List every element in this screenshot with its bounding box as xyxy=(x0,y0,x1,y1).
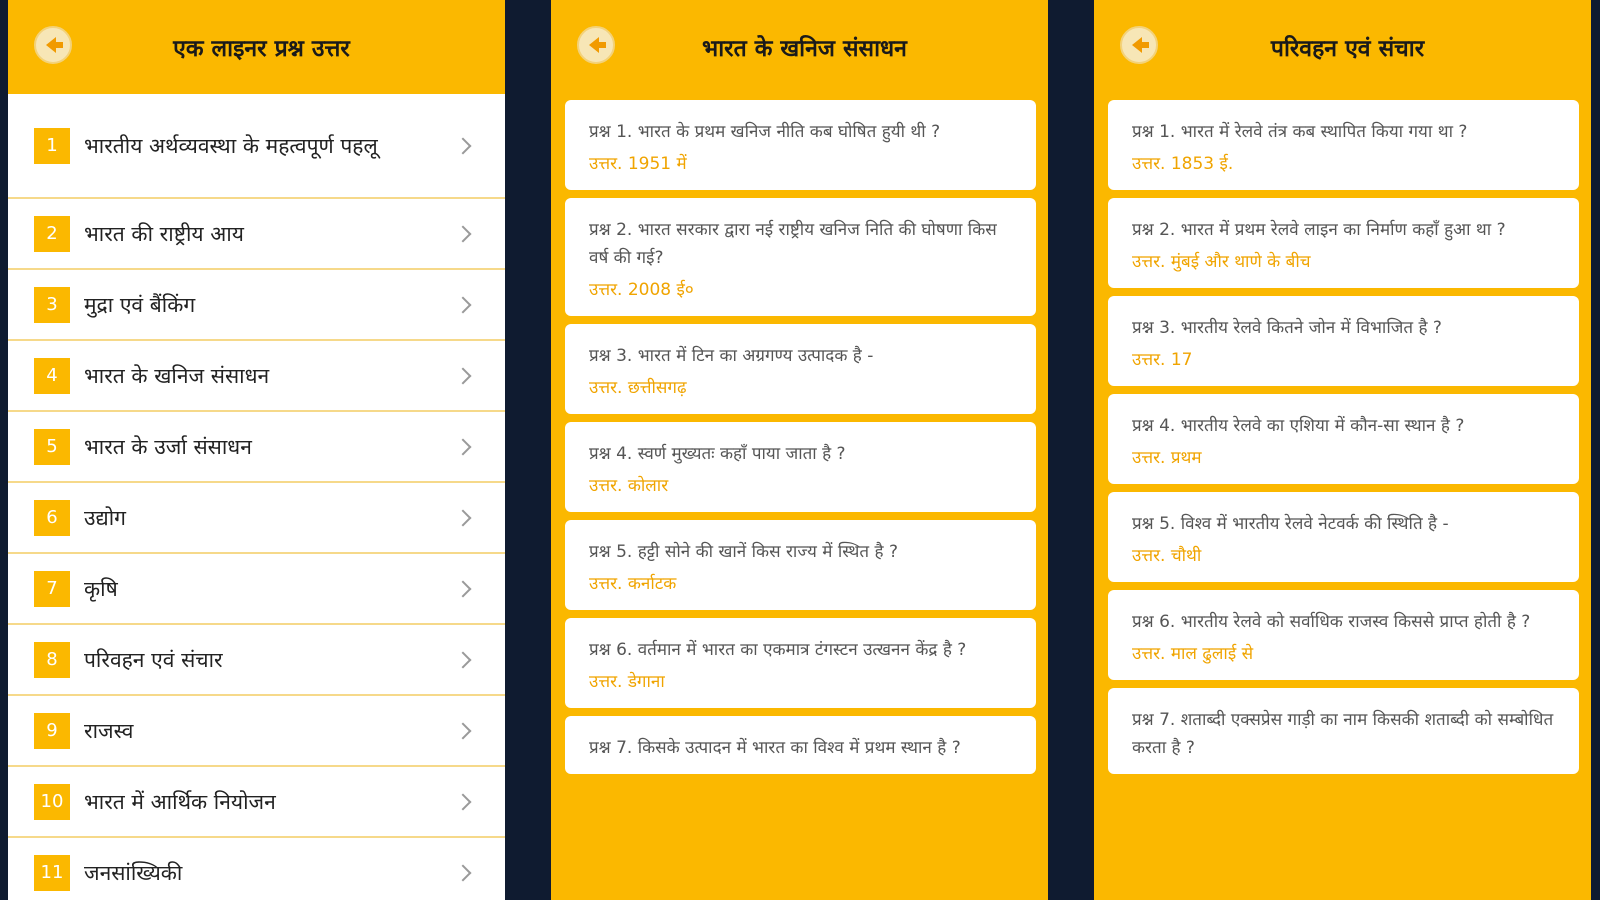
chevron-right-icon xyxy=(455,367,472,384)
chevron-right-icon xyxy=(455,651,472,668)
answer-text: उत्तर. 2008 ई० xyxy=(589,280,694,300)
list-item[interactable] xyxy=(8,696,505,767)
question-text: प्रश्न 6. वर्तमान में भारत का एकमात्र टंगस्टन उत्खनन केंद्र है ? xyxy=(589,640,967,660)
item-number-badge: 8 xyxy=(34,642,70,678)
app-bar xyxy=(551,0,1048,94)
question-text: प्रश्न 7. किसके उत्पादन में भारत का विश्व में प्रथम स्थान है ? xyxy=(589,738,961,758)
back-arrow-icon xyxy=(1132,37,1142,53)
answer-text: उत्तर. 17 xyxy=(1132,350,1193,370)
question-text: प्रश्न 7. शताब्दी एक्सप्रेस गाड़ी का नाम किसकी शताब्दी को सम्बोधित करता है ? xyxy=(1132,710,1554,758)
page-title: परिवहन एवं संचार xyxy=(1270,36,1425,62)
item-label: कृषि xyxy=(84,576,118,601)
qa-card xyxy=(565,198,1036,316)
chevron-right-icon xyxy=(455,722,472,739)
item-label: भारत में आर्थिक नियोजन xyxy=(84,789,276,814)
qa-card xyxy=(1108,688,1579,774)
item-label: मुद्रा एवं बैंकिंग xyxy=(84,292,196,317)
list-item[interactable] xyxy=(8,199,505,270)
answer-text: उत्तर. माल ढुलाई से xyxy=(1132,644,1254,664)
qa-card xyxy=(1108,394,1579,484)
item-label: जनसांख्यिकी xyxy=(84,860,183,885)
transport-qa-screen xyxy=(1094,0,1591,900)
chevron-right-icon xyxy=(455,864,472,881)
app-bar xyxy=(1094,0,1591,94)
list-item[interactable] xyxy=(8,625,505,696)
answer-text: उत्तर. प्रथम xyxy=(1132,448,1202,468)
qa-list xyxy=(1094,94,1591,774)
chevron-right-icon xyxy=(455,296,472,313)
chevron-right-icon xyxy=(455,580,472,597)
qa-card xyxy=(1108,198,1579,288)
question-text: प्रश्न 5. हट्टी सोने की खानें किस राज्य में स्थित है ? xyxy=(589,542,898,562)
item-label: भारत के खनिज संसाधन xyxy=(84,363,270,388)
item-label: भारत की राष्ट्रीय आय xyxy=(84,221,244,246)
question-text: प्रश्न 5. विश्व में भारतीय रेलवे नेटवर्क की स्थिति है - xyxy=(1132,514,1449,534)
qa-card xyxy=(1108,296,1579,386)
qa-card xyxy=(565,520,1036,610)
item-number-badge: 3 xyxy=(34,287,70,323)
answer-text: उत्तर. कोलार xyxy=(589,476,669,496)
answer-text: उत्तर. छत्तीसगढ़ xyxy=(589,378,687,398)
back-button[interactable] xyxy=(34,26,72,64)
qa-card xyxy=(565,716,1036,774)
page-title: एक लाइनर प्रश्न उत्तर xyxy=(173,36,350,62)
topic-list xyxy=(8,94,505,900)
answer-text: उत्तर. मुंबई और थाणे के बीच xyxy=(1132,252,1311,272)
item-number-badge: 7 xyxy=(34,571,70,607)
item-number-badge: 2 xyxy=(34,216,70,252)
item-label: उद्योग xyxy=(84,505,126,530)
list-item[interactable] xyxy=(8,838,505,900)
item-number-badge: 10 xyxy=(34,784,70,820)
qa-card xyxy=(565,618,1036,708)
chevron-right-icon xyxy=(455,438,472,455)
question-text: प्रश्न 4. भारतीय रेलवे का एशिया में कौन-सा स्थान है ? xyxy=(1132,416,1465,436)
item-label: भारतीय अर्थव्यवस्था के महत्वपूर्ण पहलू xyxy=(84,133,378,158)
topic-list-screen xyxy=(8,0,505,900)
item-number-badge: 5 xyxy=(34,429,70,465)
page-title: भारत के खनिज संसाधन xyxy=(702,36,907,62)
qa-card xyxy=(565,100,1036,190)
question-text: प्रश्न 2. भारत में प्रथम रेलवे लाइन का निर्माण कहाँ हुआ था ? xyxy=(1132,220,1506,240)
item-number-badge: 4 xyxy=(34,358,70,394)
chevron-right-icon xyxy=(455,225,472,242)
answer-text: उत्तर. डेगाना xyxy=(589,672,665,692)
question-text: प्रश्न 2. भारत सरकार द्वारा नई राष्ट्रीय खनिज निति की घोषणा किस वर्ष की गई? xyxy=(589,220,997,268)
list-item[interactable] xyxy=(8,483,505,554)
question-text: प्रश्न 4. स्वर्ण मुख्यतः कहाँ पाया जाता है ? xyxy=(589,444,846,464)
qa-list xyxy=(551,94,1048,774)
list-item[interactable] xyxy=(8,412,505,483)
minerals-qa-screen xyxy=(551,0,1048,900)
qa-card xyxy=(1108,100,1579,190)
chevron-right-icon xyxy=(455,793,472,810)
list-item[interactable] xyxy=(8,341,505,412)
list-item[interactable] xyxy=(8,767,505,838)
list-item[interactable] xyxy=(8,270,505,341)
answer-text: उत्तर. 1853 ई. xyxy=(1132,154,1234,174)
question-text: प्रश्न 3. भारत में टिन का अग्रगण्य उत्पादक है - xyxy=(589,346,874,366)
list-item[interactable] xyxy=(8,94,505,199)
item-number-badge: 9 xyxy=(34,713,70,749)
qa-card xyxy=(565,324,1036,414)
back-button[interactable] xyxy=(1120,26,1158,64)
back-arrow-icon xyxy=(589,37,599,53)
back-button[interactable] xyxy=(577,26,615,64)
item-number-badge: 6 xyxy=(34,500,70,536)
app-bar xyxy=(8,0,505,94)
answer-text: उत्तर. 1951 में xyxy=(589,154,687,174)
back-arrow-icon xyxy=(46,37,56,53)
item-label: परिवहन एवं संचार xyxy=(84,647,223,672)
question-text: प्रश्न 1. भारत में रेलवे तंत्र कब स्थापित किया गया था ? xyxy=(1132,122,1468,142)
qa-card xyxy=(1108,590,1579,680)
item-label: भारत के उर्जा संसाधन xyxy=(84,434,252,459)
qa-card xyxy=(1108,492,1579,582)
item-number-badge: 11 xyxy=(34,855,70,891)
item-label: राजस्व xyxy=(84,718,134,743)
list-item[interactable] xyxy=(8,554,505,625)
item-number-badge: 1 xyxy=(34,128,70,164)
question-text: प्रश्न 1. भारत के प्रथम खनिज नीति कब घोषित हुयी थी ? xyxy=(589,122,941,142)
question-text: प्रश्न 6. भारतीय रेलवे को सर्वाधिक राजस्व किससे प्राप्त होती है ? xyxy=(1132,612,1531,632)
chevron-right-icon xyxy=(455,137,472,154)
chevron-right-icon xyxy=(455,509,472,526)
answer-text: उत्तर. चौथी xyxy=(1132,546,1202,566)
qa-card xyxy=(565,422,1036,512)
question-text: प्रश्न 3. भारतीय रेलवे कितने जोन में विभाजित है ? xyxy=(1132,318,1442,338)
answer-text: उत्तर. कर्नाटक xyxy=(589,574,677,594)
